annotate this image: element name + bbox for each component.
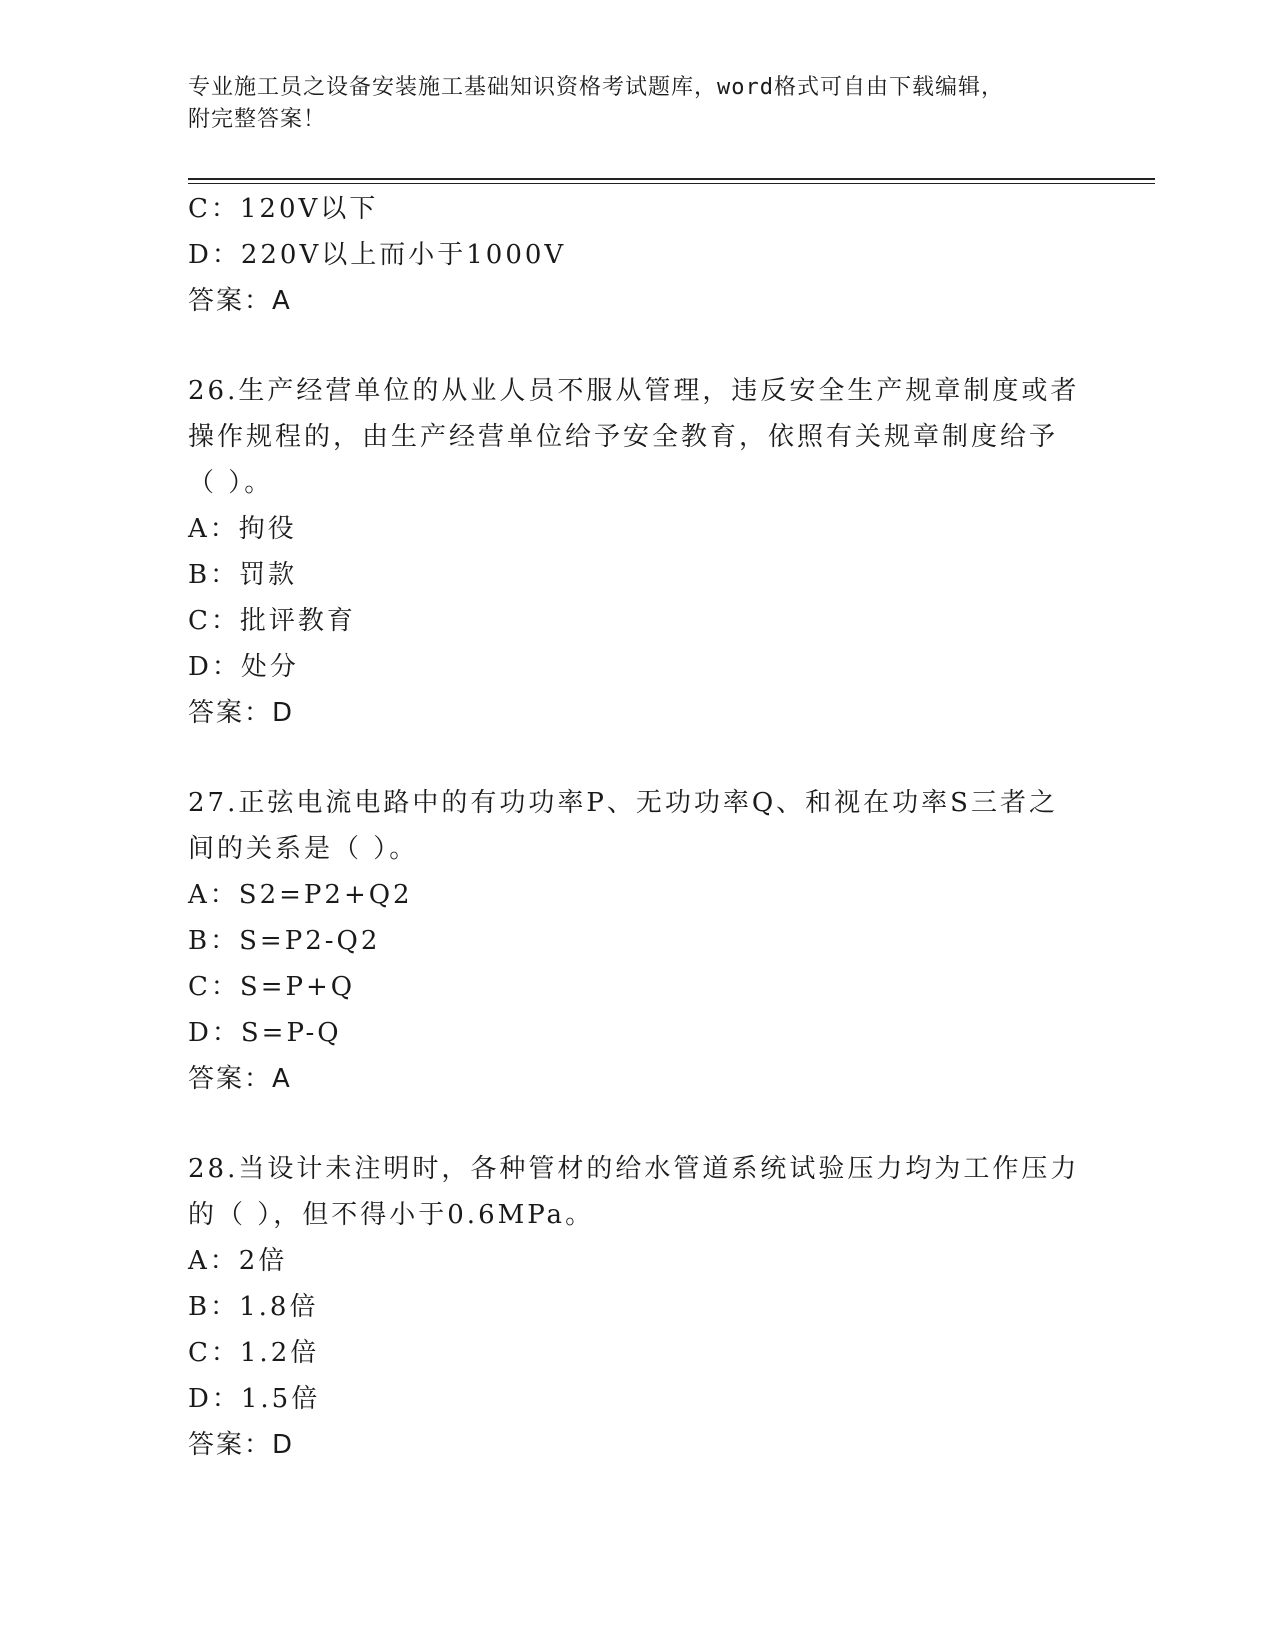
option-d: D：220V以上而小于1000V: [188, 240, 567, 270]
header-rule-thin: [188, 183, 1155, 184]
question-text-line: 26.生产经营单位的从业人员不服从管理，违反安全生产规章制度或者: [188, 376, 1080, 406]
question-text-line: 27.正弦电流电路中的有功功率P、无功功率Q、和视在功率S三者之: [188, 788, 1058, 818]
question-28: [188, 1146, 1088, 1468]
option-b: B：罚款: [188, 560, 298, 590]
question-text-line: 28.当设计未注明时，各种管材的给水管道系统试验压力均为工作压力: [188, 1154, 1080, 1184]
option-b: B：S=P2-Q2: [188, 926, 381, 956]
document-header: [188, 72, 1068, 136]
question-27: [188, 780, 1088, 1102]
question-text-line: 操作规程的，由生产经营单位给予安全教育，依照有关规章制度给予: [188, 422, 1059, 452]
continued-question: [188, 186, 1088, 324]
question-26: [188, 368, 1088, 736]
header-line-1: 专业施工员之设备安装施工基础知识资格考试题库，word格式可自由下载编辑，: [188, 75, 1004, 100]
option-c: C：批评教育: [188, 606, 356, 636]
answer-line: 答案：D: [188, 1430, 295, 1460]
option-d: D：S=P-Q: [188, 1018, 342, 1048]
answer-line: 答案：A: [188, 1064, 292, 1094]
question-text-line: 的（ ），但不得小于0.6MPa。: [188, 1200, 595, 1230]
option-a: A：S2=P2+Q2: [188, 880, 413, 910]
option-c: C：120V以下: [188, 194, 379, 224]
document-body: [188, 186, 1088, 1468]
answer-line: 答案：D: [188, 698, 295, 728]
option-a: A：2倍: [188, 1246, 288, 1276]
option-c: C：S=P+Q: [188, 972, 356, 1002]
option-d: D：1.5倍: [188, 1384, 321, 1414]
answer-line: 答案：A: [188, 286, 292, 316]
question-text-line: （ ）。: [188, 468, 274, 498]
header-line-2: 附完整答案！: [188, 107, 327, 132]
option-c: C：1.2倍: [188, 1338, 320, 1368]
header-rule-thick: [188, 178, 1155, 180]
option-d: D：处分: [188, 652, 299, 682]
question-text-line: 间的关系是（ ）。: [188, 834, 419, 864]
option-a: A：拘役: [188, 514, 297, 544]
option-b: B：1.8倍: [188, 1292, 319, 1322]
